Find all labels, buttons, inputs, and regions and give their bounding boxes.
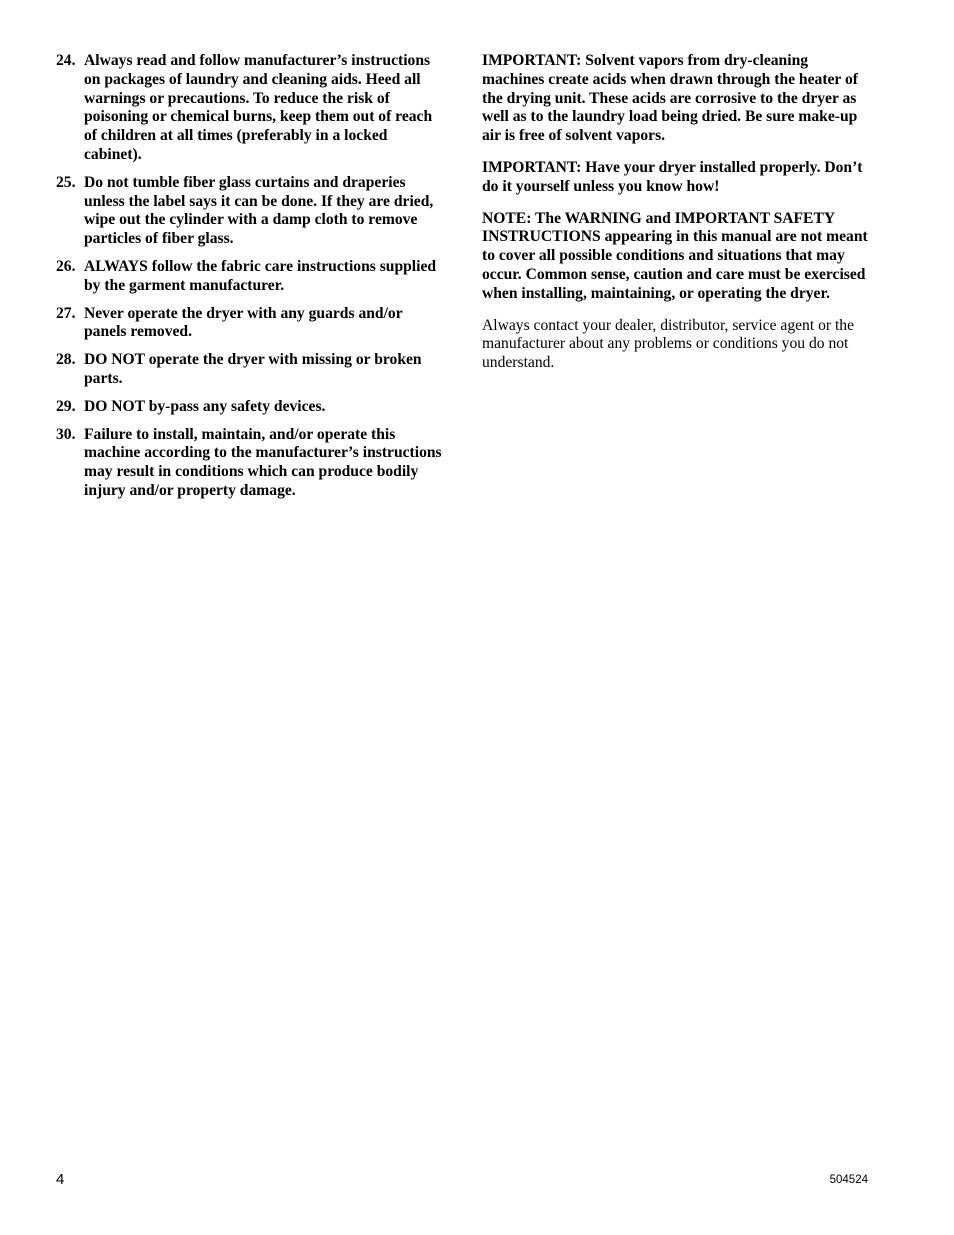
item-text: Do not tumble fiber glass curtains and draperies unless the label says it can be done. If they are dried, wipe out the cylinder with a damp cloth to remove particles of fiber glass.: [84, 173, 434, 248]
important-solvent-vapors-note: IMPORTANT: Solvent vapors from dry-cleaning machines create acids when drawn through the heater of the drying unit. These acids are corrosive to the dryer as well as to the laundry load being dried. Be sure make-up air is free of solvent vapors.: [482, 52, 858, 145]
page-number: 4: [56, 1171, 65, 1188]
item-number: 30.: [56, 425, 76, 443]
list-item: [56, 174, 446, 249]
list-item: [56, 398, 446, 417]
item-number: 29.: [56, 397, 76, 415]
list-item: [56, 426, 446, 501]
item-number: 26.: [56, 257, 76, 275]
item-text: DO NOT by-pass any safety devices.: [84, 397, 326, 415]
item-number: 25.: [56, 173, 76, 191]
notes-column: [482, 52, 874, 386]
item-text: DO NOT operate the dryer with missing or broken parts.: [84, 351, 422, 387]
contact-dealer-paragraph: Always contact your dealer, distributor, service agent or the manufacturer about any problems or conditions you do not understand.: [482, 316, 855, 372]
item-text: Always read and follow manufacturer’s instructions on packages of laundry and cleaning aids. Heed all warnings or precautions. To reduce the risk of poisoning or chemical burns, keep them out of reach of children at all times (preferably in a locked cabinet).: [84, 52, 433, 163]
list-item: [56, 305, 446, 343]
item-text: Never operate the dryer with any guards and/or panels removed.: [84, 304, 403, 341]
document-code: 504524: [829, 1174, 868, 1186]
list-item: [56, 52, 446, 165]
important-installation-note: IMPORTANT: Have your dryer installed properly. Don’t do it yourself unless you know how!: [482, 158, 863, 195]
item-text: Failure to install, maintain, and/or operate this machine according to the manufacturer’s instructions may result in conditions which can produce bodily injury and/or property damage.: [84, 425, 442, 499]
item-number: 27.: [56, 304, 76, 322]
safety-instructions-list: [56, 52, 446, 510]
item-number: 24.: [56, 52, 76, 69]
note-warning-scope: NOTE: The WARNING and IMPORTANT SAFETY INSTRUCTIONS appearing in this manual are not meant to cover all possible conditions and situations that may occur. Common sense, caution and care must be exercised when installing, maintaining, or operating the dryer.: [482, 209, 868, 302]
list-item: [56, 351, 446, 389]
list-item: [56, 258, 446, 296]
item-number: 28.: [56, 351, 76, 369]
item-text: ALWAYS follow the fabric care instructions supplied by the garment manufacturer.: [84, 257, 437, 294]
